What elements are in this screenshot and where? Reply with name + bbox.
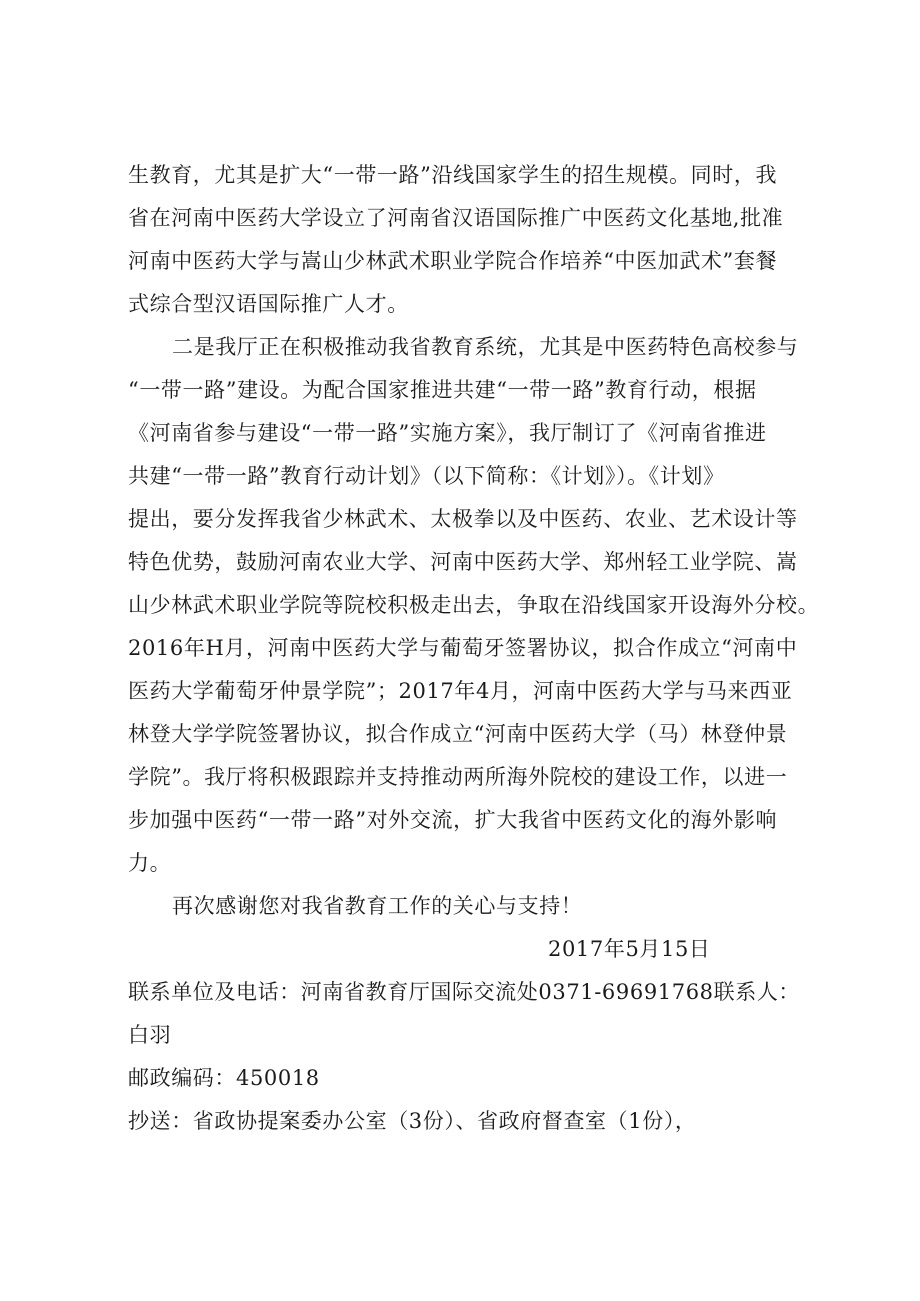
paragraph1-line-1: 生教育，尤其是扩大“一带一路”沿线国家学生的招生规模。同时，我 bbox=[128, 163, 778, 187]
paragraph2-line-10: 林登大学学院签署协议，拟合作成立“河南中医药大学（马）林登仲景 bbox=[128, 722, 788, 746]
cc-line: 抄送：省政协提案委办公室（3份）、省政府督查室（1份）， bbox=[128, 1109, 697, 1133]
paragraph2-line-9: 医药大学葡萄牙仲景学院”；2017年4月，河南中医药大学与马来西亚 bbox=[128, 679, 793, 703]
paragraph2-line-6: 特色优势，鼓励河南农业大学、河南中医药大学、郑州轻工业学院、嵩 bbox=[128, 550, 798, 574]
paragraph1-line-4: 式综合型汉语国际推广人才。 bbox=[128, 292, 409, 316]
paragraph2-line-7: 山少林武术职业学院等院校积极走出去，争取在沿线国家开设海外分校。 bbox=[128, 593, 820, 617]
paragraph2-line-11: 学院”。我厅将积极跟踪并支持推动两所海外院校的建设工作，以进一 bbox=[128, 765, 788, 789]
contact-line-2: 白羽 bbox=[128, 1023, 172, 1047]
closing-remark: 再次感谢您对我省教育工作的关心与支持！ bbox=[172, 894, 583, 918]
paragraph2-line-3: 《河南省参与建设“一带一路”实施方案》，我厅制订了《河南省推进 bbox=[128, 421, 767, 445]
paragraph1-line-3: 河南中医药大学与嵩山少林武术职业学院合作培养“中医加武术”套餐 bbox=[128, 249, 778, 273]
contact-line-1: 联系单位及电话：河南省教育厅国际交流处0371-69691768联系人： bbox=[128, 980, 801, 1004]
paragraph2-line-5: 提出，要分发挥我省少林武术、太极拳以及中医药、农业、艺术设计等 bbox=[128, 507, 798, 531]
paragraph2-line-2: “一带一路”建设。为配合国家推进共建“一带一路”教育行动，根据 bbox=[128, 378, 757, 402]
postal-code: 邮政编码：450018 bbox=[128, 1066, 320, 1090]
paragraph2-line-13: 力。 bbox=[128, 851, 172, 875]
paragraph2-line-12: 步加强中医药“一带一路”对外交流，扩大我省中医药文化的海外影响 bbox=[128, 808, 778, 832]
paragraph1-line-2: 省在河南中医药大学设立了河南省汉语国际推广中医药文化基地,批准 bbox=[128, 206, 784, 230]
document-date: 2017年5月15日 bbox=[548, 937, 711, 961]
paragraph2-line-8: 2016年H月，河南中医药大学与葡萄牙签署协议，拟合作成立“河南中 bbox=[128, 636, 798, 660]
paragraph2-line-1: 二是我厅正在积极推动我省教育系统，尤其是中医药特色高校参与 bbox=[172, 335, 799, 359]
paragraph2-line-4: 共建“一带一路”教育行动计划》（以下简称：《计划》）。《计划》 bbox=[128, 464, 725, 488]
